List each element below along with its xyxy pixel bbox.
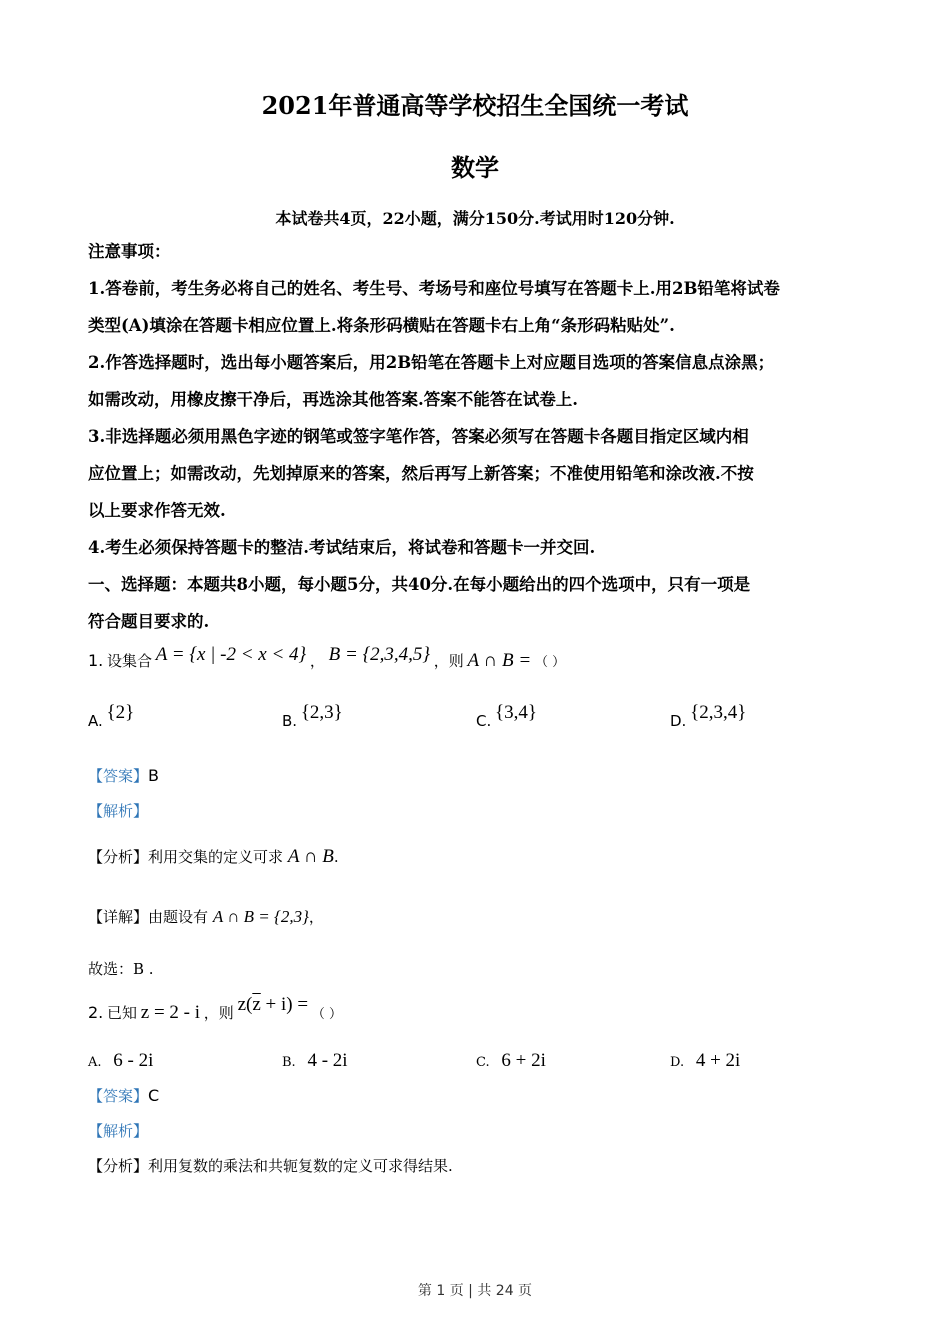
fenxi-text: 利用复数的乘法和共轭复数的定义可求得结果. <box>148 1157 453 1175</box>
option-key: A. <box>88 1055 102 1070</box>
answer-paren: （ ） <box>311 1007 342 1022</box>
notice-heading: 注意事项： <box>88 242 171 261</box>
fenxi-label: 【分析】 <box>88 848 149 866</box>
option-key: D. <box>670 712 687 730</box>
detail-end: ， <box>308 908 324 926</box>
notice-line: 类型(A)填涂在答题卡相应位置上.将条形码横贴在答题卡右上角“条形码粘贴处”. <box>88 316 675 335</box>
option-key: B. <box>282 712 298 730</box>
option-value: {3,4} <box>495 702 537 723</box>
q2-option-b[interactable] <box>282 1050 348 1072</box>
question-expr: A ∩ B = <box>467 650 532 671</box>
q1-answer <box>88 765 159 786</box>
q2-answer <box>88 1085 159 1106</box>
option-key: A. <box>88 712 103 730</box>
fenxi-label: 【分析】 <box>88 1157 149 1175</box>
exam-info: 本试卷共4页，22小题，满分150分.考试用时120分钟. <box>275 209 675 228</box>
question-prefix: 已知 <box>107 1004 138 1022</box>
q1-analysis-label: 【解析】 <box>88 802 149 820</box>
option-value: 6 - 2i <box>113 1050 154 1071</box>
q2-option-c[interactable] <box>476 1050 546 1072</box>
notice-line: 3.非选择题必须用黑色字迹的钢笔或签字笔作答，答案必须写在答题卡各题目指定区域内相 <box>88 427 749 446</box>
page-footer: 第 1 页 | 共 24 页 <box>417 1283 533 1299</box>
subject-title: 数学 <box>451 153 499 182</box>
question-expr <box>238 994 309 1015</box>
q2-fenxi <box>88 1155 453 1176</box>
notice-line: 应位置上；如需改动，先划掉原来的答案，然后再写上新答案；不准使用铅笔和涂改液.不按 <box>88 464 754 483</box>
option-value: 6 + 2i <box>501 1050 546 1071</box>
answer-label: 【答案】 <box>88 1087 149 1105</box>
q1-option-c[interactable] <box>476 702 537 732</box>
answer-label: 【答案】 <box>88 767 149 785</box>
expr-z: z( <box>237 994 253 1015</box>
notice-block <box>88 233 878 640</box>
detail-label: 【详解】 <box>88 908 149 926</box>
notice-line: 1.答卷前，考生务必将自己的姓名、考生号、考场号和座位号填写在答题卡上.用2B铅笔将试卷 <box>88 279 780 298</box>
question-mid: ，则 <box>203 1004 234 1022</box>
section-heading: 一、选择题：本题共8小题，每小题5分，共40分.在每小题给出的四个选项中，只有一项是 <box>88 575 751 594</box>
answer-paren: （ ） <box>534 655 566 670</box>
notice-line: 4.考生必须保持答题卡的整洁.考试结束后，将试卷和答题卡一并交回. <box>88 538 596 557</box>
option-key: B. <box>282 1055 296 1070</box>
fenxi-text: 利用交集的定义可求 <box>148 848 284 866</box>
given-expr: z = 2 - i <box>140 1002 201 1023</box>
fenxi-end: . <box>333 848 339 866</box>
q1-option-d[interactable] <box>670 702 747 732</box>
q2-option-a[interactable] <box>88 1050 153 1072</box>
q2-option-d[interactable] <box>670 1050 740 1072</box>
expr-rest: + i) = <box>260 994 309 1015</box>
notice-line: 以上要求作答无效. <box>88 501 226 520</box>
q1-detail <box>88 906 324 927</box>
set-b-expr: B = {2,3,4,5} <box>328 644 431 665</box>
question-number: 1. <box>88 651 104 670</box>
expr-zbar: $\overline{z}$ <box>252 994 261 1015</box>
question-prefix: 设集合 <box>107 652 153 670</box>
q1-option-b[interactable] <box>282 702 343 732</box>
q1-option-a[interactable] <box>88 702 135 732</box>
notice-line: 如需改动，用橡皮擦干净后，再选涂其他答案.答案不能答在试卷上. <box>88 390 578 409</box>
detail-expr: A ∩ B = {2,3} <box>212 907 309 926</box>
q2-analysis-label: 【解析】 <box>88 1122 149 1140</box>
option-value: {2,3} <box>300 702 343 723</box>
set-a-expr: A = {x | -2 < x < 4} <box>155 644 307 665</box>
question-2-stem <box>88 994 342 1024</box>
answer-value: B <box>148 766 159 785</box>
option-value: {2,3,4} <box>690 702 747 723</box>
q1-conclusion: 故选：B . <box>88 960 154 978</box>
question-1-stem <box>88 644 566 672</box>
detail-text: 由题设有 <box>148 908 209 926</box>
option-key: D. <box>670 1055 685 1070</box>
exam-title: 2021年普通高等学校招生全国统一考试 <box>261 91 689 120</box>
option-key: C. <box>476 1055 490 1070</box>
separator: ， <box>309 652 325 670</box>
question-number: 2. <box>88 1003 104 1022</box>
section-heading-cont: 符合题目要求的. <box>88 612 210 631</box>
notice-line: 2.作答选择题时，选出每小题答案后，用2B铅笔在答题卡上对应题目选项的答案信息点涂黑； <box>88 353 775 372</box>
q1-fenxi <box>88 846 339 868</box>
option-key: C. <box>476 712 492 730</box>
option-value: 4 + 2i <box>695 1050 741 1071</box>
option-value: 4 - 2i <box>307 1050 348 1071</box>
option-value: {2} <box>106 702 135 723</box>
fenxi-expr: A ∩ B <box>287 846 334 867</box>
question-mid: ，则 <box>433 652 464 670</box>
answer-value: C <box>148 1086 160 1105</box>
